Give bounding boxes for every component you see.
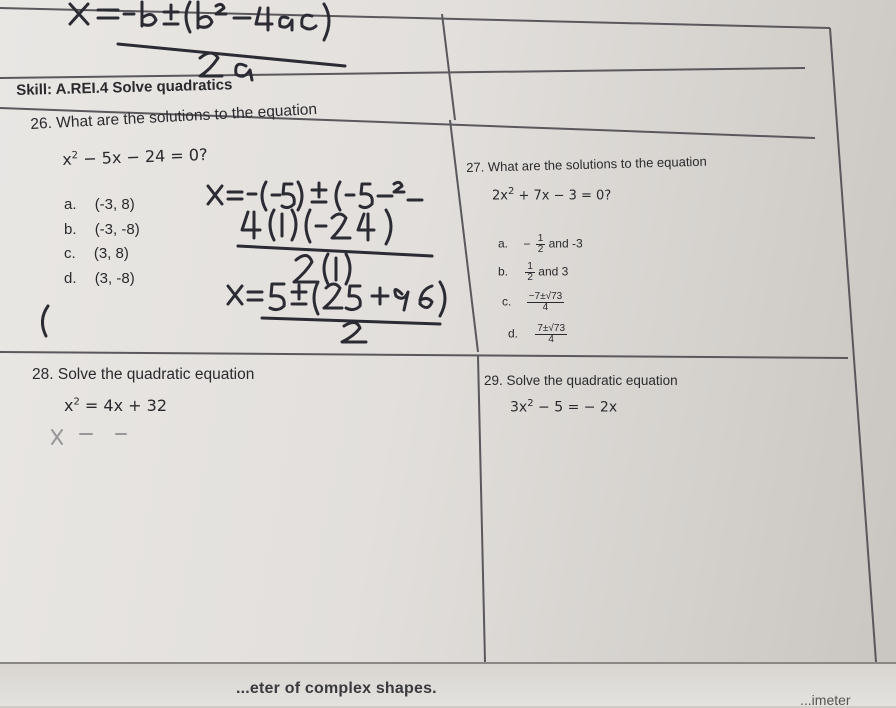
- hand-work-paren2: [306, 210, 391, 244]
- q26-option-b[interactable]: [64, 221, 140, 238]
- q26-option-letter: c.: [64, 245, 76, 262]
- q29-title: 29. Solve the quadratic equation: [484, 373, 678, 388]
- hand-stray-paren: [42, 306, 48, 336]
- q26-option-value: (-3, 8): [94, 196, 135, 213]
- q26-option-letter: b.: [64, 221, 77, 238]
- fraction-numerator: 1: [537, 233, 544, 244]
- skill-heading: Skill: A.REI.4 Solve quadratics: [16, 76, 233, 99]
- hand-work-paren1: [270, 210, 296, 240]
- q27-option-suffix: and -3: [548, 236, 583, 251]
- q26-option-value: (-3, -8): [94, 221, 140, 238]
- q29-eq-base: 3x: [510, 399, 528, 416]
- q26-option-value: (3, 8): [93, 245, 129, 262]
- fraction-numerator: 1: [527, 261, 533, 272]
- q27-option-a[interactable]: [498, 234, 583, 255]
- hand-work-bar1: [238, 246, 432, 256]
- q26-option-d[interactable]: [64, 270, 135, 287]
- q27-option-d[interactable]: [508, 324, 567, 345]
- q27-option-fraction: [525, 262, 535, 283]
- fraction-denominator: 2: [527, 272, 533, 283]
- q27-option-letter: a.: [498, 236, 509, 251]
- hand-work-x2: [228, 286, 242, 304]
- next-page-edge: [0, 662, 896, 706]
- q28-eq-rest: = 4x + 32: [79, 396, 168, 415]
- hand-b-squared: [198, 2, 226, 28]
- q26-option-c[interactable]: [64, 245, 129, 262]
- q29-answer-area[interactable]: [490, 420, 860, 650]
- q27-option-fraction: [536, 234, 546, 255]
- q28-answer-area[interactable]: [20, 420, 460, 650]
- q26-title: 26. What are the solutions to the equation: [30, 100, 318, 133]
- q28-eq-base: x: [64, 396, 74, 415]
- hand-equals-top: [98, 10, 118, 18]
- q27-option-fraction: [535, 324, 567, 345]
- q29-eq-exp: 2: [527, 398, 534, 409]
- q26-option-value: (3, -8): [94, 270, 135, 287]
- fraction-denominator: 2: [537, 244, 544, 255]
- q28-title: 28. Solve the quadratic equation: [32, 366, 255, 383]
- fraction-denominator: 4: [548, 334, 554, 345]
- hand-paren-open: [186, 2, 190, 32]
- hand-work-eq1: [228, 192, 242, 199]
- fraction-numerator: 7±√73: [537, 323, 566, 334]
- q27-option-fraction: [527, 292, 565, 313]
- hand-4ac: [256, 8, 316, 30]
- q27-option-suffix: and 3: [538, 264, 569, 279]
- fraction-denominator: 4: [542, 302, 549, 313]
- q27-option-b[interactable]: [498, 262, 568, 283]
- q27-eq-exp: 2: [507, 186, 515, 197]
- q26-option-letter: a.: [64, 196, 77, 213]
- q29-eq-rest: − 5 = − 2x: [533, 399, 618, 416]
- q26-eq-rest: − 5x − 24 = 0?: [77, 144, 208, 169]
- next-page-text-right: ...imeter: [800, 692, 851, 708]
- hand-work-line1: [248, 182, 422, 210]
- next-page-text: ...eter of complex shapes.: [236, 680, 437, 697]
- hand-work-x1: [208, 186, 222, 204]
- hand-work-2b: [342, 322, 366, 342]
- q27-eq-rest: + 7x − 3 = 0?: [514, 188, 612, 204]
- q29-equation: [510, 398, 617, 416]
- q27-option-letter: c.: [502, 294, 512, 309]
- hand-work-2-1: [294, 254, 350, 284]
- q27-equation: [492, 186, 611, 203]
- q27-option-c[interactable]: [502, 292, 564, 313]
- q27-option-letter: d.: [508, 326, 519, 341]
- hand-x-top: [70, 4, 88, 24]
- q28-equation: [64, 396, 167, 415]
- q28-eq-exp: 2: [73, 396, 80, 408]
- q27-eq-base: 2x: [492, 188, 508, 204]
- fraction-numerator: −7±√73: [528, 291, 563, 302]
- hand-plus-minus: [164, 5, 178, 24]
- hand-minus-b: [124, 2, 156, 26]
- hand-work-4: [242, 212, 260, 238]
- q27-option-letter: b.: [498, 264, 509, 279]
- q26-option-a[interactable]: [64, 196, 135, 213]
- q26-option-letter: d.: [64, 270, 77, 287]
- q27-title: 27. What are the solutions to the equation: [466, 153, 707, 175]
- q26-eq-base: x: [62, 149, 73, 169]
- hand-fraction-bar: [118, 44, 345, 66]
- hand-paren-close: [324, 4, 329, 40]
- hand-work-line2: [270, 282, 445, 316]
- q26-eq-exp: 2: [71, 150, 79, 162]
- q27-option-prefix: −: [523, 236, 531, 251]
- hand-work-eq2: [248, 292, 262, 300]
